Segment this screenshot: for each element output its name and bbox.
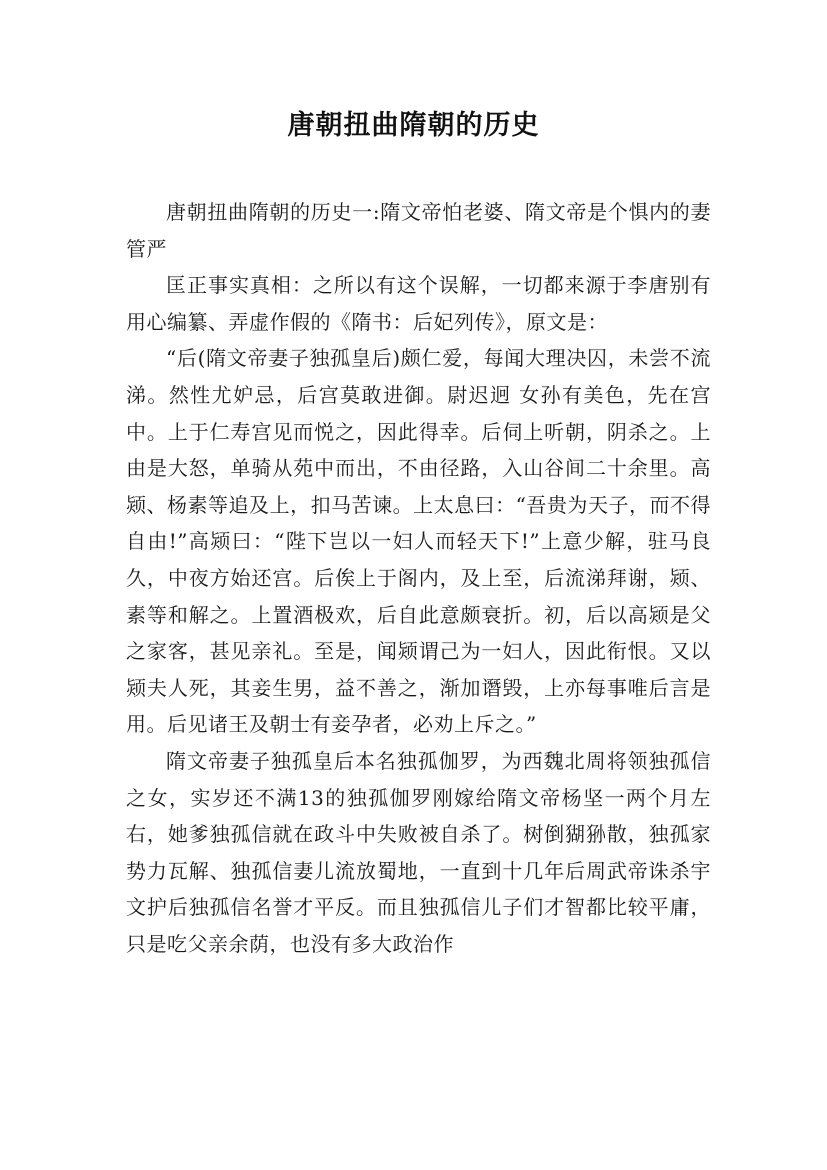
paragraph-dugu-background: 隋文帝妻子独孤皇后本名独孤伽罗，为西魏北周将领独孤信之女，实岁还不满13的独孤伽罗刚嫁给隋文帝杨坚一两个月左右，她爹独孤信就在政斗中失败被自杀了。树倒猢狲散，独孤家势力瓦解、独孤信妻儿流放蜀地，一直到十几年后周武帝诛杀宇文护后独孤信名誉才平反。而且独孤信儿子们才智都比较平庸，只是吃父亲余荫，也没有多大政治作 bbox=[126, 748, 711, 956]
document-body bbox=[126, 194, 711, 962]
paragraph-quotation: “后(隋文帝妻子独孤皇后)颇仁爱，每闻大理决囚，未尝不流涕。然性尤妒忌，后宫莫敢进御。尉迟迥 女孙有美色，先在宫中。上于仁寿宫见而悦之，因此得幸。后伺上听朝，阴杀之。上由是大怒，单骑从苑中而出，不由径路，入山谷间二十余里。高颎、杨素等追及上，扣马苦谏。上太息曰：“吾贵为天子，而不得自由!”高颎曰：“陛下岂以一妇人而轻天下!”上意少解，驻马良久，中夜方始还宫。后俟上于阁内，及上至，后流涕拜谢，颎、素等和解之。上置酒极欢，后自此意颇衰折。初，后以高颎是父之家客，甚见亲礼。至是，闻颎谓己为一妇人，因此衔恨。又以颎夫人死，其妾生男，益不善之，渐加谮毁，上亦每事唯后言是用。后见诸王及朝士有妾孕者，必劝上斥之。” bbox=[126, 346, 711, 737]
document-title: 唐朝扭曲隋朝的历史 bbox=[287, 110, 540, 141]
paragraph-heading-line: 唐朝扭曲隋朝的历史一:隋文帝怕老婆、隋文帝是个惧内的妻管严 bbox=[126, 200, 711, 261]
paragraph-intro: 匡正事实真相：之所以有这个误解，一切都来源于李唐别有用心编纂、弄虚作假的《隋书：后妃列传》，原文是： bbox=[126, 273, 711, 334]
